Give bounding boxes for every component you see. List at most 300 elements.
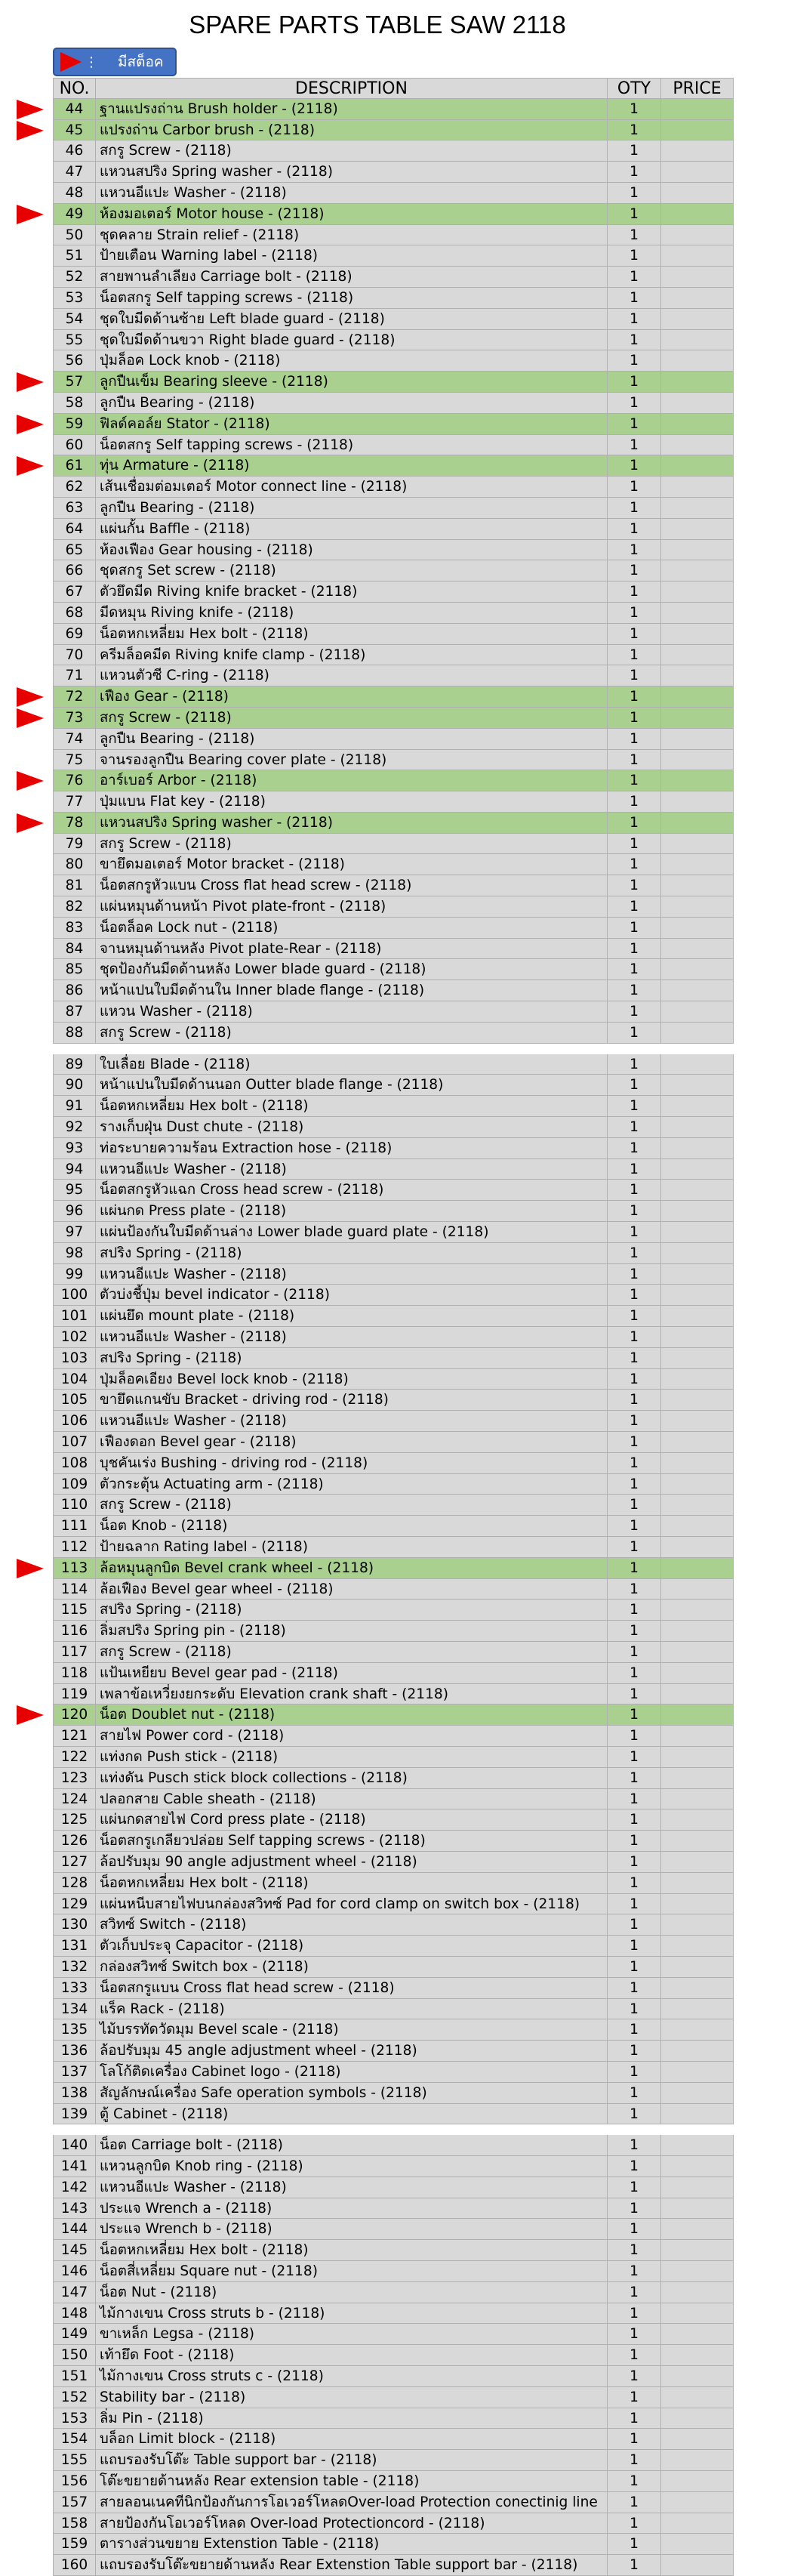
part-qty: 1 [608,2198,661,2220]
part-description: สกรู Screw - (2118) [96,834,608,855]
part-qty: 1 [608,2177,661,2198]
part-description: ล้อปรับมุม 90 angle adjustment wheel - (2118) [96,1852,608,1873]
part-price [661,2387,734,2408]
part-description: แท่งกด Push stick - (2118) [96,1747,608,1768]
part-no: 88 [53,1023,96,1044]
part-qty: 1 [608,1159,661,1180]
part-qty: 1 [608,896,661,918]
part-price [661,791,734,813]
part-qty: 1 [608,560,661,582]
part-price [661,350,734,372]
table-row-in-stock [53,1704,734,1726]
part-qty: 1 [608,1390,661,1411]
part-qty: 1 [608,1600,661,1621]
part-no: 112 [53,1537,96,1558]
table-row [53,875,734,896]
table-row [53,1495,734,1516]
part-price [661,1768,734,1789]
table-row [53,140,734,162]
part-qty: 1 [608,875,661,896]
part-price [661,1001,734,1023]
part-qty: 1 [608,1537,661,1558]
table-row [53,162,734,183]
part-price [661,1327,734,1348]
part-description: แหวนอีแปะ Washer - (2118) [96,2177,608,2198]
red-arrow-icon [17,687,44,707]
table-row-in-stock [53,120,734,141]
part-price [661,498,734,519]
part-description: ลูกปืน Bearing - (2118) [96,498,608,519]
part-price [661,1348,734,1369]
part-qty: 1 [608,1096,661,1117]
part-no: 76 [53,770,96,791]
part-description: ล้อเฟือง Bevel gear wheel - (2118) [96,1579,608,1600]
table-row [53,2471,734,2492]
part-price [661,372,734,393]
part-price [661,750,734,771]
table-row-in-stock [53,414,734,435]
part-description: ไม้กางเขน Cross struts b - (2118) [96,2303,608,2325]
part-qty: 1 [608,1809,661,1831]
table-row [53,2408,734,2429]
part-price [661,1978,734,1999]
part-description: ปุ่มล็อคเอียง Bevel lock knob - (2118) [96,1369,608,1390]
part-no: 148 [53,2303,96,2325]
part-qty: 1 [608,2104,661,2125]
part-description: สกรู Screw - (2118) [96,708,608,729]
red-arrow-icon [17,121,44,140]
part-no: 137 [53,2062,96,2083]
table-row [53,519,734,540]
part-no: 116 [53,1621,96,1642]
table-row [53,2019,734,2041]
part-qty: 1 [608,2261,661,2282]
table-row [53,540,734,561]
part-price [661,435,734,456]
part-qty: 1 [608,183,661,204]
part-price [661,2429,734,2450]
part-qty: 1 [608,204,661,225]
part-price [661,708,734,729]
table-row [53,1432,734,1453]
part-price [661,582,734,603]
table-row [53,1600,734,1621]
part-qty: 1 [608,540,661,561]
part-price [661,1516,734,1537]
part-price [661,1936,734,1957]
table-row [53,2387,734,2408]
red-arrow-icon [17,415,44,434]
part-price [661,1495,734,1516]
part-price [661,2177,734,2198]
part-qty: 1 [608,519,661,540]
part-no: 72 [53,686,96,708]
part-price [661,1873,734,1894]
part-price [661,309,734,330]
part-price [661,560,734,582]
part-description: ปุ่มแบน Flat key - (2118) [96,791,608,813]
part-qty: 1 [608,1138,661,1159]
part-description: ล้อปรับมุม 45 angle adjustment wheel - (2118) [96,2041,608,2062]
part-price [661,1726,734,1747]
part-qty: 1 [608,1306,661,1327]
part-price [661,1369,734,1390]
table-row [53,1894,734,1915]
part-no: 59 [53,414,96,435]
part-description: แหวนลูกบิด Knob ring - (2118) [96,2156,608,2177]
table-row [53,1873,734,1894]
red-arrow-icon [17,100,44,119]
part-no: 104 [53,1369,96,1390]
part-qty: 1 [608,2555,661,2576]
table-row [53,330,734,351]
table-row [53,1768,734,1789]
part-price [661,1831,734,1852]
part-description: หน้าแปนใบมีดด้านนอก Outter blade flange - (2118) [96,1075,608,1096]
part-description: เท้ายึด Foot - (2118) [96,2345,608,2366]
part-qty: 1 [608,2450,661,2471]
part-qty: 1 [608,2534,661,2555]
part-description: ตัวบ่งชี้ปุ่ม bevel indicator - (2118) [96,1285,608,1306]
part-description: น็อตสกรูเกลียวปล่อย Self tapping screws - (2118) [96,1831,608,1852]
part-description: น็อตสกรูแบน Cross flat head screw - (2118) [96,1978,608,1999]
part-no: 48 [53,183,96,204]
part-qty: 1 [608,1914,661,1936]
part-qty: 1 [608,393,661,414]
table-row [53,1978,734,1999]
table-row [53,665,734,686]
table-row-in-stock [53,686,734,708]
part-no: 89 [53,1054,96,1075]
part-price [661,1285,734,1306]
part-description: สวิทซ์ Switch - (2118) [96,1914,608,1936]
part-qty: 1 [608,939,661,960]
part-no: 121 [53,1726,96,1747]
part-description: แหวนสปริง Spring washer - (2118) [96,162,608,183]
part-no: 57 [53,372,96,393]
part-qty: 1 [608,1621,661,1642]
part-description: แถบรองรับโต๊ะขยายด้านหลัง Rear Extenstion Table support bar - (2118) [96,2555,608,2576]
part-no: 133 [53,1978,96,1999]
part-qty: 1 [608,2240,661,2261]
part-description: สัญลักษณ์เครื่อง Safe operation symbols - (2118) [96,2083,608,2104]
part-qty: 1 [608,1747,661,1768]
part-qty: 1 [608,2156,661,2177]
part-no: 56 [53,350,96,372]
part-qty: 1 [608,120,661,141]
part-no: 74 [53,729,96,750]
part-description: ฐานแปรงถ่าน Brush holder - (2118) [96,99,608,120]
part-description: แผ่นหมุนด้านหน้า Pivot plate-front - (2118) [96,896,608,918]
part-description: น็อต Nut - (2118) [96,2282,608,2303]
part-no: 67 [53,582,96,603]
part-description: แหวน Washer - (2118) [96,1001,608,1023]
part-qty: 1 [608,2282,661,2303]
table-row [53,1809,734,1831]
table-row-in-stock [53,455,734,477]
table-row [53,1054,734,1075]
part-no: 131 [53,1936,96,1957]
part-price [661,2513,734,2534]
part-no: 84 [53,939,96,960]
part-price [661,665,734,686]
part-no: 110 [53,1495,96,1516]
part-qty: 1 [608,665,661,686]
part-qty: 1 [608,162,661,183]
part-price [661,204,734,225]
table-row [53,2513,734,2534]
part-price [661,1957,734,1978]
part-description: สายป้องกันโอเวอร์โหลด Over-load Protectioncord - (2118) [96,2513,608,2534]
table-row [53,267,734,288]
part-description: ป้ายเตือน Warning label - (2118) [96,245,608,267]
part-no: 103 [53,1348,96,1369]
part-no: 145 [53,2240,96,2261]
part-price [661,1201,734,1222]
part-price [661,1075,734,1096]
table-row [53,1831,734,1852]
part-qty: 1 [608,267,661,288]
part-price [661,99,734,120]
part-no: 117 [53,1642,96,1663]
part-qty: 1 [608,1663,661,1684]
part-no: 150 [53,2345,96,2366]
part-description: สปริง Spring - (2118) [96,1348,608,1369]
table-row [53,2062,734,2083]
table-row [53,2261,734,2282]
part-price [661,288,734,309]
table-header [53,78,734,99]
part-price [661,2062,734,2083]
table-row [53,1222,734,1243]
table-row [53,2429,734,2450]
part-price [661,2240,734,2261]
table-row [53,959,734,980]
section-gap [53,1044,734,1054]
part-description: ชุดใบมีดด้านซ้าย Left blade guard - (2118) [96,309,608,330]
part-qty: 1 [608,1201,661,1222]
part-price [661,686,734,708]
part-no: 78 [53,813,96,834]
part-qty: 1 [608,1327,661,1348]
table-row [53,2345,734,2366]
part-description: แปรงถ่าน Carbor brush - (2118) [96,120,608,141]
part-description: ตู้ Cabinet - (2118) [96,2104,608,2125]
part-price [661,2261,734,2282]
part-no: 79 [53,834,96,855]
part-qty: 1 [608,980,661,1001]
table-row [53,1579,734,1600]
part-description: แป้นเหยียบ Bevel gear pad - (2118) [96,1663,608,1684]
table-row [53,2450,734,2471]
part-qty: 1 [608,1264,661,1285]
part-price [661,1159,734,1180]
part-description: ตารางส่วนขยาย Extenstion Table - (2118) [96,2534,608,2555]
table-row [53,1306,734,1327]
part-description: น็อตหกเหลี่ยม Hex bolt - (2118) [96,1096,608,1117]
part-price [661,2324,734,2345]
part-price [661,2019,734,2041]
part-price [661,1432,734,1453]
part-no: 124 [53,1789,96,1810]
part-no: 127 [53,1852,96,1873]
table-row [53,1474,734,1495]
part-description: จานรองลูกปืน Bearing cover plate - (2118) [96,750,608,771]
part-description: ไม้บรรทัดวัดมุม Bevel scale - (2118) [96,2019,608,2041]
part-no: 160 [53,2555,96,2576]
part-description: ไม้กางเขน Cross struts c - (2118) [96,2366,608,2387]
part-no: 119 [53,1684,96,1705]
part-qty: 1 [608,1474,661,1495]
table-row [53,2303,734,2325]
part-no: 130 [53,1914,96,1936]
table-row [53,1516,734,1537]
table-row [53,2282,734,2303]
part-description: แผ่นป้องกันใบมีดด้านล่าง Lower blade guard plate - (2118) [96,1222,608,1243]
part-price [661,477,734,498]
header-qty: OTY [608,78,661,99]
part-qty: 1 [608,959,661,980]
part-no: 80 [53,854,96,875]
part-no: 152 [53,2387,96,2408]
table-row [53,2083,734,2104]
part-qty: 1 [608,1023,661,1044]
part-qty: 1 [608,2408,661,2429]
part-qty: 1 [608,2303,661,2325]
part-description: ป้ายฉลาก Rating label - (2118) [96,1537,608,1558]
part-price [661,1023,734,1044]
part-qty: 1 [608,791,661,813]
table-row [53,2492,734,2513]
part-description: น็อตสกรู Self tapping screws - (2118) [96,435,608,456]
part-qty: 1 [608,708,661,729]
part-qty: 1 [608,1936,661,1957]
part-description: ลูกปืน Bearing - (2118) [96,393,608,414]
part-description: น็อตสี่เหลี่ยม Square nut - (2118) [96,2261,608,2282]
part-description: ปุ่มล็อค Lock knob - (2118) [96,350,608,372]
part-price [661,1537,734,1558]
part-price [661,267,734,288]
table-row [53,2156,734,2177]
table-row [53,1285,734,1306]
part-description: จานหมุนด้านหลัง Pivot plate-Rear - (2118) [96,939,608,960]
part-qty: 1 [608,1222,661,1243]
red-arrow-icon [60,52,82,72]
table-row [53,582,734,603]
part-price [661,896,734,918]
part-no: 47 [53,162,96,183]
part-qty: 1 [608,750,661,771]
part-price [661,162,734,183]
part-price [661,2083,734,2104]
part-price [661,1579,734,1600]
part-price [661,140,734,162]
part-qty: 1 [608,834,661,855]
part-qty: 1 [608,1453,661,1474]
part-price [661,1704,734,1726]
table-row [53,1957,734,1978]
part-description: น็อตหกเหลี่ยม Hex bolt - (2118) [96,624,608,645]
part-no: 62 [53,477,96,498]
part-qty: 1 [608,686,661,708]
part-description: อาร์เบอร์ Arbor - (2118) [96,770,608,791]
part-description: สายพานลำเลียง Carriage bolt - (2118) [96,267,608,288]
red-arrow-icon [17,813,44,833]
part-description: น็อตสกรูหัวแบน Cross flat head screw - (2118) [96,875,608,896]
part-description: ล้อหมุนลูกบิด Bevel crank wheel - (2118) [96,1558,608,1579]
table-row [53,939,734,960]
part-price [661,2156,734,2177]
table-row [53,393,734,414]
part-qty: 1 [608,350,661,372]
in-stock-button[interactable] [53,48,177,76]
part-qty: 1 [608,2471,661,2492]
part-no: 61 [53,455,96,477]
header-no: NO. [53,78,96,99]
table-row [53,1243,734,1264]
part-price [661,225,734,246]
part-no: 157 [53,2492,96,2513]
part-no: 55 [53,330,96,351]
part-no: 70 [53,645,96,666]
part-qty: 1 [608,1348,661,1369]
table-row [53,834,734,855]
part-qty: 1 [608,498,661,519]
part-no: 73 [53,708,96,729]
part-price [661,2555,734,2576]
table-row [53,2534,734,2555]
part-price [661,2366,734,2387]
part-description: แหวนอีแปะ Washer - (2118) [96,1264,608,1285]
part-qty: 1 [608,1432,661,1453]
part-description: แหวนตัวซี C-ring - (2118) [96,665,608,686]
part-price [661,1558,734,1579]
part-price [661,1096,734,1117]
table-row [53,1663,734,1684]
part-qty: 1 [608,1684,661,1705]
dropdown-dots-icon: ⋮ [85,54,98,70]
part-no: 134 [53,1999,96,2020]
part-description: เฟือง Gear - (2118) [96,686,608,708]
part-qty: 1 [608,477,661,498]
part-qty: 1 [608,1243,661,1264]
part-no: 155 [53,2450,96,2471]
part-no: 71 [53,665,96,686]
table-row [53,1075,734,1096]
part-qty: 1 [608,2492,661,2513]
part-qty: 1 [608,854,661,875]
table-row [53,1914,734,1936]
part-description: ประแจ Wrench a - (2118) [96,2198,608,2220]
part-price [661,2198,734,2220]
part-qty: 1 [608,624,661,645]
part-description: ตัวกระตุ้น Actuating arm - (2118) [96,1474,608,1495]
part-description: แผ่นยึด mount plate - (2118) [96,1306,608,1327]
part-qty: 1 [608,1411,661,1432]
table-row-in-stock [53,372,734,393]
part-price [661,2104,734,2125]
table-row [53,1684,734,1705]
part-price [661,1453,734,1474]
table-row [53,854,734,875]
part-qty: 1 [608,2219,661,2240]
part-price [661,1999,734,2020]
part-description: ตัวยึดมีด Riving knife bracket - (2118) [96,582,608,603]
part-qty: 1 [608,245,661,267]
part-price [661,120,734,141]
part-no: 139 [53,2104,96,2125]
part-price [661,834,734,855]
